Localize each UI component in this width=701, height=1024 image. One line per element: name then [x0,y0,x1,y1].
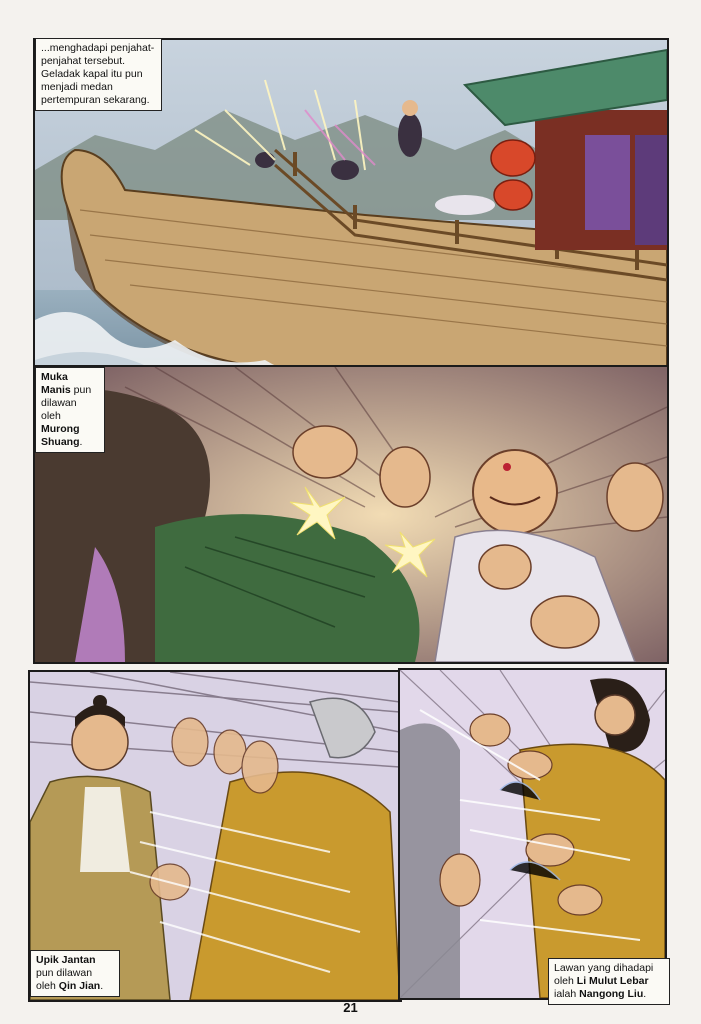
caption-qin-name2: Qin Jian [58,980,101,992]
caption-ship-deck [35,38,162,111]
monk-fight-illustration [35,367,667,662]
caption-qin-name1: Upik Jantan [36,954,96,966]
caption-monk-name1: Muka Manis [41,371,71,396]
panel-monk-fight [33,365,669,664]
caption-nangong-name1: Li Mulut Lebar [576,975,649,987]
caption-monk-name2: Murong Shuang [41,423,80,448]
caption-qin-jian [30,950,120,997]
nangong-liu-illustration [400,670,665,998]
caption-nangong-pre: Lawan yang dihadapi oleh [554,962,654,987]
caption-qin-mid: pun dilawan oleh [36,967,93,992]
caption-nangong-name2: Nangong Liu [579,988,644,1000]
caption-nangong-end: . [643,988,647,1000]
caption-nangong-mid: ialah [554,988,580,1000]
caption-qin-end: . [100,980,104,992]
caption-monk-mid: pun dilawan oleh [41,384,92,422]
caption-monk-fight [35,367,105,453]
caption-ship-deck-text: ...menghadapi penjahat-penjahat tersebut. Geladak kapal itu pun menjadi medan pertempuran sekarang. [41,42,155,106]
panel-nangong-liu [398,668,667,1000]
page-number: 21 [343,1000,358,1015]
caption-nangong-liu [548,958,670,1005]
caption-monk-end: . [79,436,83,448]
